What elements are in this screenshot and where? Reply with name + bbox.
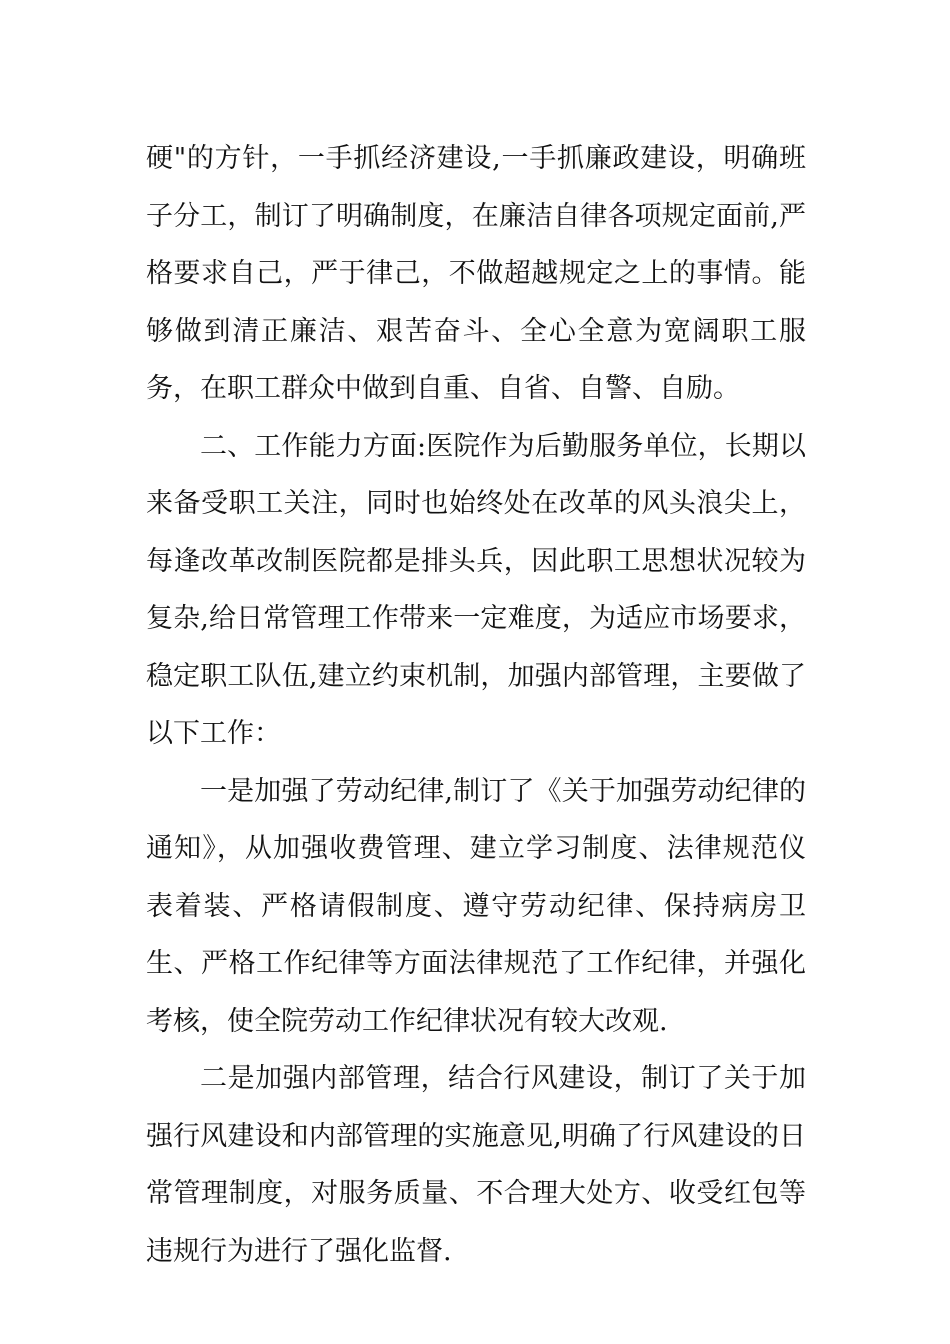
paragraph-2: 二、工作能力方面:医院作为后勤服务单位，长期以来备受职工关注，同时也始终处在改革的风头浪尖上，每逢改革改制医院都是排头兵，因此职工思想状况较为复杂,给日常管理工作带来一定难度，为适应市场要求，稳定职工队伍,建立约束机制，加强内部管理，主要做了以下工作： [146,430,806,749]
paragraph-3: 一是加强了劳动纪律,制订了《关于加强劳动纪律的通知》，从加强收费管理、建立学习制度、法律规范仪表着装、严格请假制度、遵守劳动纪律、保持病房卫生、严格工作纪律等方面法律规范了工作纪律，并强化考核，使全院劳动工作纪律状况有较大改观. [146,775,806,1037]
document-body [146,130,806,1280]
paragraph-1: 硬"的方针，一手抓经济建设,一手抓廉政建设，明确班子分工，制订了明确制度，在廉洁自律各项规定面前,严格要求自己，严于律己，不做超越规定之上的事情。能够做到清正廉洁、艰苦奋斗、全心全意为宽阔职工服务，在职工群众中做到自重、自省、自警、自励。 [146,143,806,404]
paragraph-4: 二是加强内部管理，结合行风建设，制订了关于加强行风建设和内部管理的实施意见,明确了行风建设的日常管理制度，对服务质量、不合理大处方、收受红包等违规行为进行了强化监督. [146,1063,806,1267]
